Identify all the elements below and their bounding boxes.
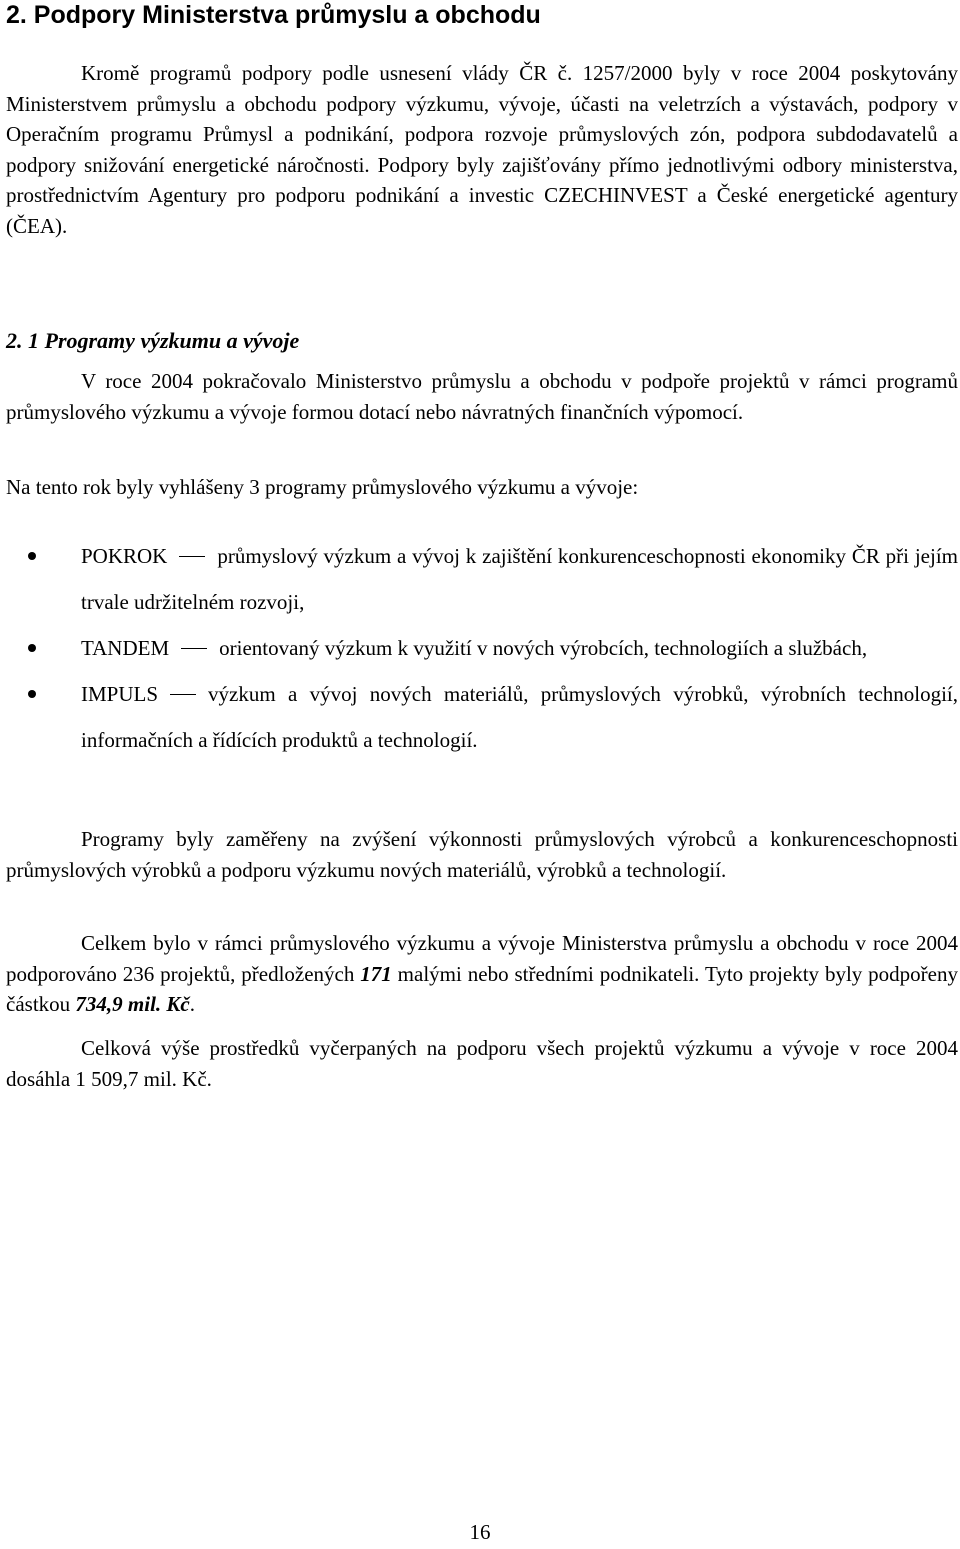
bullet-icon [28, 690, 36, 698]
section-heading: 2. Podpory Ministerstva průmyslu a obchodu [6, 1, 541, 29]
dash-icon [181, 648, 207, 649]
program-name: POKROK [81, 544, 168, 568]
dash-icon [179, 556, 205, 557]
programs-list [0, 533, 960, 763]
support-amount: 734,9 mil. Kč [75, 992, 190, 1016]
list-item-pokrok [0, 533, 958, 625]
program-name: TANDEM [81, 636, 170, 660]
bullet-icon [28, 552, 36, 560]
bullet-icon [28, 644, 36, 652]
page-number: 16 [469, 1520, 491, 1544]
program-description: výzkum a vývoj nových materiálů, průmyslových výrobků, výrobních technologií, informačních a řídících produktů a technologií. [81, 682, 958, 752]
program-description: orientovaný výzkum k využití v nových výrobcích, technologiích a službách, [219, 636, 868, 660]
program-description: průmyslový výzkum a vývoj k zajištění konkurenceschopnosti ekonomiky ČR při jejím trvale udržitelném rozvoji, [81, 544, 958, 614]
totals-paragraph [6, 928, 958, 1020]
totals-text-2: malými nebo středními podnikateli. Tyto projekty byly podpořeny částkou [6, 961, 958, 1016]
totals-text-1: Celkem bylo v rámci průmyslového výzkumu a vývoje Ministerstva průmyslu a obchodu v roce 2004 podporováno 236 projektů, předložených [6, 931, 958, 986]
rd-paragraph: V roce 2004 pokračovalo Ministerstvo průmyslu a obchodu v podpoře projektů v rámci programů průmyslového výzkumu a vývoje formou dotací nebo návratných finančních výpomocí. [6, 369, 958, 424]
list-item-tandem [0, 625, 958, 671]
totals-text-3: . [189, 992, 195, 1016]
final-paragraph: Celková výše prostředků vyčerpaných na podporu všech projektů výzkumu a vývoje v roce 2004 dosáhla 1 509,7 mil. Kč. [6, 1036, 958, 1091]
dash-icon [170, 694, 196, 695]
programs-intro: Na tento rok byly vyhlášeny 3 programy průmyslového výzkumu a vývoje: [6, 475, 639, 499]
sme-count: 171 [360, 961, 392, 986]
intro-paragraph: Kromě programů podpory podle usnesení vlády ČR č. 1257/2000 byly v roce 2004 poskytovány Ministerstvem průmyslu a obchodu podpory výzkumu, vývoje, účasti na veletrzích a výstavách, podpory v Operačním programu Průmysl a podnikání, podpora rozvoje průmyslových zón, podpora subdodavatelů a podpory snižování energetické náročnosti. Podpory byly zajišťovány přímo jednotlivými odbory ministerstva, prostřednictvím Agentury pro podporu podnikání a investic CZECHINVEST a České energetické agentury (ČEA). [6, 61, 958, 238]
subsection-heading: 2. 1 Programy výzkumu a vývoje [6, 328, 300, 353]
focus-paragraph: Programy byly zaměřeny na zvýšení výkonnosti průmyslových výrobců a konkurenceschopnosti průmyslových výrobků a podporu výzkumu nových materiálů, výrobků a technologií. [6, 827, 958, 882]
program-name: IMPULS [81, 682, 159, 706]
list-item-impuls [0, 671, 958, 763]
